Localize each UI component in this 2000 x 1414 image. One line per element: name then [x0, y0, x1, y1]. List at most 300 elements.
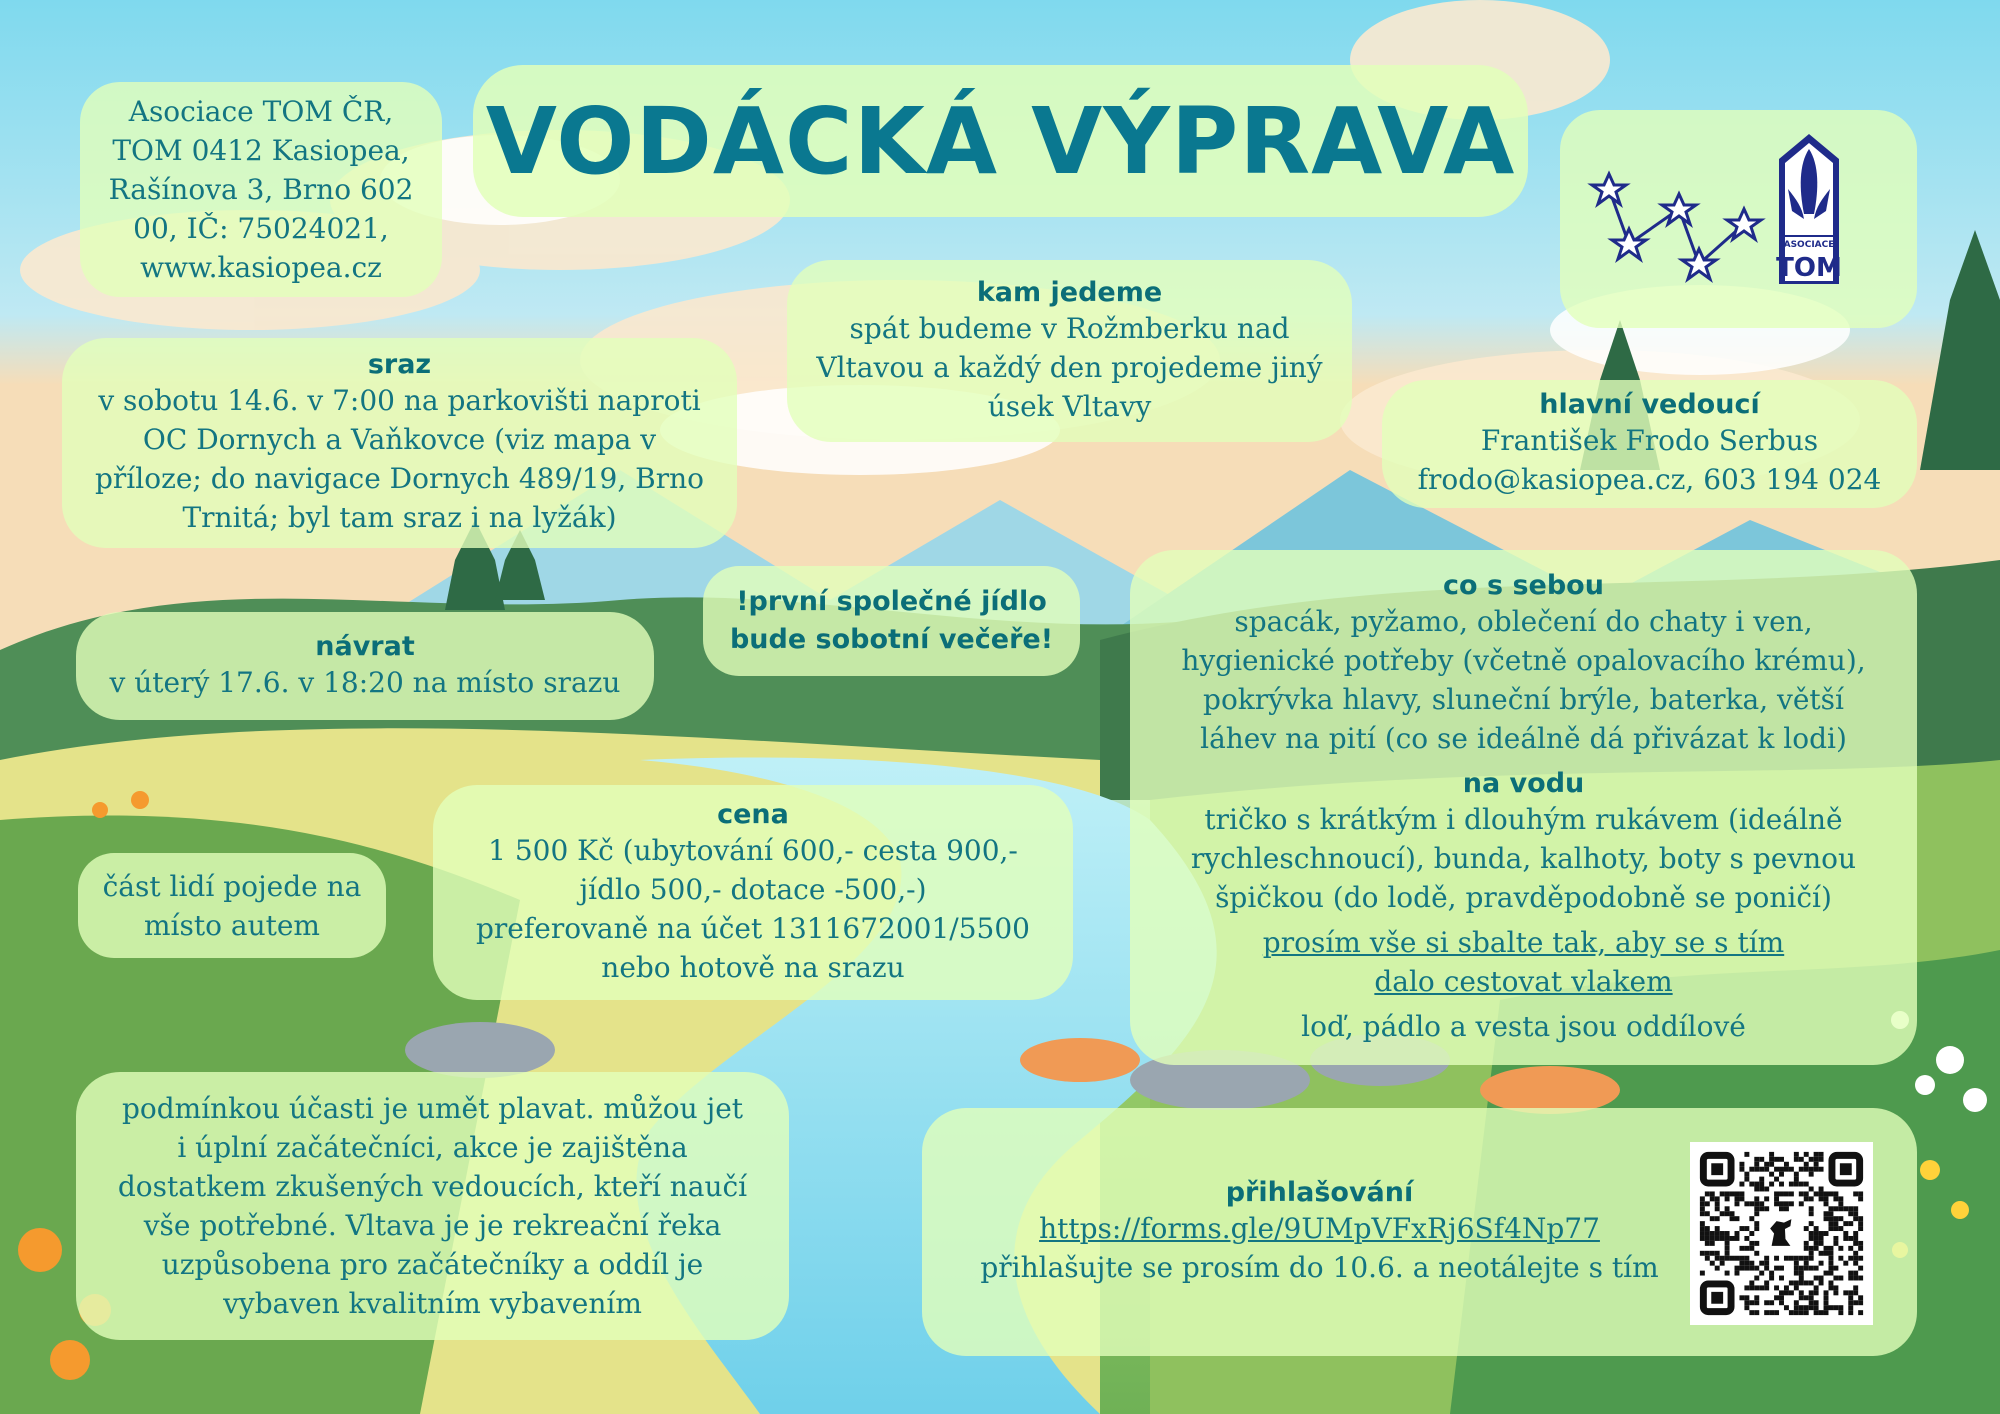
qr-module — [1774, 1285, 1779, 1290]
qr-module — [1759, 1271, 1764, 1276]
qr-module — [1735, 1191, 1740, 1196]
qr-module — [1804, 1152, 1809, 1157]
qr-module — [1804, 1295, 1809, 1300]
qr-module — [1799, 1305, 1804, 1310]
qr-module — [1838, 1310, 1843, 1315]
page-title: VODÁCKÁ VÝPRAVA — [485, 87, 1516, 195]
swimming-line: i úplní začátečníci, akce je zajištěna — [177, 1131, 688, 1164]
qr-module — [1838, 1226, 1843, 1231]
qr-module — [1754, 1285, 1759, 1290]
qr-module — [1754, 1211, 1759, 1216]
qr-module — [1779, 1276, 1784, 1281]
qr-module — [1705, 1201, 1710, 1206]
qr-module — [1754, 1187, 1759, 1192]
price-line: nebo hotově na srazu — [601, 950, 905, 984]
qr-module — [1799, 1295, 1804, 1300]
qr-module — [1715, 1231, 1720, 1236]
swimming-line: vybaven kvalitním vybavením — [223, 1287, 642, 1320]
qr-module — [1819, 1196, 1824, 1201]
qr-module — [1819, 1167, 1824, 1172]
qr-module — [1715, 1256, 1720, 1261]
meeting-line: OC Dornych a Vaňkovce (viz mapa v — [142, 423, 657, 456]
qr-module — [1735, 1266, 1740, 1271]
qr-module — [1705, 1251, 1710, 1256]
qr-module — [1814, 1152, 1819, 1157]
qr-module — [1764, 1206, 1769, 1211]
meeting-box — [62, 338, 737, 548]
qr-module — [1819, 1191, 1824, 1196]
qr-module — [1804, 1266, 1809, 1271]
qr-module — [1804, 1196, 1809, 1201]
qr-module — [1739, 1226, 1744, 1231]
qr-module — [1789, 1201, 1794, 1206]
qr-module — [1828, 1211, 1833, 1216]
qr-module — [1764, 1266, 1769, 1271]
qr-module — [1848, 1256, 1853, 1261]
qr-module — [1824, 1300, 1829, 1305]
leader-heading: hlavní vedoucí — [1539, 389, 1760, 420]
qr-module — [1759, 1177, 1764, 1182]
qr-module — [1858, 1300, 1863, 1305]
qr-module — [1710, 1216, 1715, 1221]
qr-module — [1804, 1246, 1809, 1251]
qr-module — [1774, 1295, 1779, 1300]
qr-module — [1749, 1216, 1754, 1221]
qr-module — [1744, 1256, 1749, 1261]
swimming-box — [76, 1072, 789, 1340]
price-line: preferovaně na účet 1311672001/5500 — [476, 911, 1030, 945]
qr-module — [1843, 1290, 1848, 1295]
qr-module — [1784, 1285, 1789, 1290]
qr-module — [1828, 1191, 1833, 1196]
qr-module — [1858, 1256, 1863, 1261]
qr-module — [1809, 1300, 1814, 1305]
qr-module — [1799, 1280, 1804, 1285]
qr-module — [1858, 1246, 1863, 1251]
qr-module — [1735, 1236, 1740, 1241]
return-text: v úterý 17.6. v 18:20 na místo srazu — [109, 665, 621, 699]
qr-module — [1848, 1295, 1853, 1300]
qr-module — [1833, 1276, 1838, 1281]
meeting-line: v sobotu 14.6. v 7:00 na parkovišti naproti — [98, 384, 701, 417]
qr-module — [1744, 1152, 1749, 1157]
leader-box — [1382, 380, 1917, 508]
qr-module — [1819, 1261, 1824, 1266]
qr-module — [1804, 1162, 1809, 1167]
price-line: 1 500 Kč (ubytování 600,- cesta 900,- — [488, 833, 1018, 867]
organizer-line: Rašínova 3, Brno 602 — [108, 173, 414, 206]
qr-module — [1858, 1310, 1863, 1315]
qr-module — [1809, 1236, 1814, 1241]
packing-box — [1130, 550, 1917, 1065]
qr-module — [1754, 1162, 1759, 1167]
car-line: část lidí pojede na — [102, 869, 362, 903]
qr-module — [1754, 1276, 1759, 1281]
qr-module — [1799, 1256, 1804, 1261]
qr-module — [1784, 1167, 1789, 1172]
qr-module — [1824, 1211, 1829, 1216]
qr-module — [1804, 1310, 1809, 1315]
qr-module — [1804, 1280, 1809, 1285]
qr-module — [1799, 1191, 1804, 1196]
qr-module — [1784, 1191, 1789, 1196]
qr-module — [1809, 1211, 1814, 1216]
qr-module — [1744, 1261, 1749, 1266]
qr-module — [1764, 1196, 1769, 1201]
first-meal-line: !první společné jídlo — [736, 586, 1047, 617]
qr-module — [1833, 1221, 1838, 1226]
qr-module — [1774, 1201, 1779, 1206]
qr-module — [1809, 1251, 1814, 1256]
qr-module — [1858, 1266, 1863, 1271]
qr-module — [1735, 1256, 1740, 1261]
qr-module — [1819, 1152, 1824, 1157]
qr-module — [1828, 1285, 1833, 1290]
qr-module — [1705, 1191, 1710, 1196]
qr-module — [1700, 1271, 1705, 1276]
qr-module — [1754, 1167, 1759, 1172]
qr-module — [1853, 1261, 1858, 1266]
qr-module — [1764, 1261, 1769, 1266]
logo-small-text: ASOCIACE — [1783, 240, 1834, 250]
qr-module — [1764, 1280, 1769, 1285]
qr-module — [1725, 1206, 1730, 1211]
qr-module — [1814, 1162, 1819, 1167]
qr-module — [1749, 1231, 1754, 1236]
gear-note: loď, pádlo a vesta jsou oddílové — [1301, 1009, 1746, 1043]
registration-qr-code[interactable] — [1690, 1142, 1873, 1325]
qr-module — [1804, 1305, 1809, 1310]
qr-module — [1824, 1310, 1829, 1315]
qr-module — [1769, 1276, 1774, 1281]
qr-module — [1720, 1236, 1725, 1241]
qr-module — [1735, 1271, 1740, 1276]
qr-module — [1794, 1157, 1799, 1162]
qr-module — [1809, 1196, 1814, 1201]
qr-module — [1814, 1276, 1819, 1281]
registration-link[interactable]: https://forms.gle/9UMpVFxRj6Sf4Np77 — [1039, 1212, 1600, 1245]
qr-module — [1739, 1246, 1744, 1251]
qr-module — [1858, 1191, 1863, 1196]
destination-line: Vltavou a každý den projedeme jiný — [816, 350, 1323, 384]
meeting-heading: sraz — [367, 349, 432, 380]
qr-module — [1730, 1216, 1735, 1221]
qr-module — [1824, 1305, 1829, 1310]
qr-module — [1774, 1191, 1779, 1196]
qr-module — [1858, 1241, 1863, 1246]
qr-module — [1764, 1167, 1769, 1172]
qr-module — [1853, 1300, 1858, 1305]
qr-module — [1814, 1241, 1819, 1246]
qr-module — [1804, 1256, 1809, 1261]
qr-module — [1769, 1182, 1774, 1187]
swimming-line: dostatkem zkušených vedoucích, kteří naučí — [117, 1170, 748, 1203]
qr-module — [1730, 1236, 1735, 1241]
qr-module — [1739, 1162, 1744, 1167]
price-box — [433, 785, 1073, 1000]
qr-module — [1809, 1231, 1814, 1236]
packing-line: pokrývka hlavy, sluneční brýle, baterka, větší — [1203, 682, 1844, 716]
qr-module — [1853, 1251, 1858, 1256]
qr-module — [1725, 1231, 1730, 1236]
qr-module — [1853, 1206, 1858, 1211]
qr-module — [1824, 1246, 1829, 1251]
qr-module — [1809, 1172, 1814, 1177]
qr-module — [1705, 1241, 1710, 1246]
qr-module — [1843, 1221, 1848, 1226]
registration-deadline: přihlašujte se prosím do 10.6. a neotálejte s tím — [980, 1251, 1659, 1284]
qr-module — [1759, 1187, 1764, 1192]
qr-module — [1814, 1300, 1819, 1305]
qr-module — [1814, 1266, 1819, 1271]
qr-module — [1819, 1310, 1824, 1315]
qr-module — [1824, 1295, 1829, 1300]
qr-module — [1735, 1196, 1740, 1201]
qr-module — [1838, 1305, 1843, 1310]
qr-module — [1809, 1256, 1814, 1261]
qr-module — [1848, 1305, 1853, 1310]
qr-module — [1774, 1266, 1779, 1271]
qr-module — [1700, 1251, 1705, 1256]
qr-module — [1764, 1285, 1769, 1290]
qr-module — [1710, 1261, 1715, 1266]
qr-module — [1828, 1256, 1833, 1261]
qr-module — [1749, 1201, 1754, 1206]
qr-module — [1779, 1182, 1784, 1187]
qr-module — [1744, 1246, 1749, 1251]
qr-module — [1749, 1285, 1754, 1290]
qr-module — [1853, 1236, 1858, 1241]
qr-module — [1749, 1310, 1754, 1315]
destination-line: úsek Vltavy — [987, 389, 1152, 423]
qr-module — [1833, 1226, 1838, 1231]
qr-module — [1833, 1206, 1838, 1211]
title-banner — [473, 65, 1528, 217]
qr-module — [1824, 1290, 1829, 1295]
qr-module — [1833, 1196, 1838, 1201]
tom-emblem-icon — [1776, 134, 1842, 284]
qr-module — [1715, 1236, 1720, 1241]
swimming-line: podmínkou účasti je umět plavat. můžou jet — [121, 1092, 744, 1125]
qr-module — [1749, 1182, 1754, 1187]
qr-module — [1749, 1300, 1754, 1305]
qr-module — [1814, 1246, 1819, 1251]
qr-module — [1710, 1251, 1715, 1256]
qr-module — [1700, 1231, 1705, 1236]
qr-module — [1779, 1295, 1784, 1300]
return-box — [76, 612, 654, 720]
qr-module — [1814, 1290, 1819, 1295]
qr-module — [1779, 1157, 1784, 1162]
qr-module — [1828, 1226, 1833, 1231]
qr-module — [1710, 1241, 1715, 1246]
qr-module — [1754, 1241, 1759, 1246]
qr-module — [1833, 1236, 1838, 1241]
qr-module — [1739, 1295, 1744, 1300]
qr-module — [1700, 1236, 1705, 1241]
qr-module — [1819, 1157, 1824, 1162]
qr-module — [1814, 1231, 1819, 1236]
leader-contact: frodo@kasiopea.cz, 603 194 024 — [1417, 463, 1882, 496]
qr-module — [1848, 1310, 1853, 1315]
qr-module — [1779, 1266, 1784, 1271]
qr-module — [1804, 1167, 1809, 1172]
qr-module — [1715, 1226, 1720, 1231]
qr-module — [1754, 1196, 1759, 1201]
qr-module — [1789, 1167, 1794, 1172]
qr-module — [1838, 1206, 1843, 1211]
qr-module — [1754, 1157, 1759, 1162]
qr-module — [1730, 1191, 1735, 1196]
qr-module — [1705, 1211, 1710, 1216]
qr-module — [1853, 1216, 1858, 1221]
qr-module — [1769, 1300, 1774, 1305]
qr-module — [1764, 1162, 1769, 1167]
qr-module — [1779, 1167, 1784, 1172]
qr-module — [1759, 1157, 1764, 1162]
qr-module — [1725, 1191, 1730, 1196]
qr-module — [1799, 1182, 1804, 1187]
water-line: tričko s krátkým i dlouhým rukávem (ideálně — [1204, 802, 1843, 836]
qr-module — [1789, 1256, 1794, 1261]
organizer-line: 00, IČ: 75024021, — [133, 212, 389, 245]
qr-module — [1799, 1201, 1804, 1206]
qr-module — [1828, 1271, 1833, 1276]
qr-module — [1848, 1290, 1853, 1295]
qr-module — [1848, 1211, 1853, 1216]
qr-module — [1744, 1172, 1749, 1177]
qr-module — [1735, 1201, 1740, 1206]
qr-module — [1749, 1261, 1754, 1266]
qr-module — [1858, 1226, 1863, 1231]
water-line: rychleschnoucí), bunda, kalhoty, boty s pevnou — [1190, 841, 1857, 875]
qr-module — [1804, 1191, 1809, 1196]
packing-line: spacák, pyžamo, oblečení do chaty i ven, — [1234, 604, 1813, 638]
tom-logo — [1574, 119, 1904, 319]
qr-module — [1710, 1191, 1715, 1196]
qr-module — [1809, 1266, 1814, 1271]
qr-module — [1744, 1177, 1749, 1182]
price-heading: cena — [717, 798, 789, 830]
qr-module — [1769, 1152, 1774, 1157]
qr-module — [1749, 1246, 1754, 1251]
qr-module — [1794, 1300, 1799, 1305]
packing-note-line: dalo cestovat vlakem — [1374, 964, 1673, 998]
qr-module — [1814, 1191, 1819, 1196]
qr-module — [1809, 1206, 1814, 1211]
qr-module — [1769, 1172, 1774, 1177]
packing-note-line: prosím vše si sbalte tak, aby se s tím — [1262, 925, 1785, 959]
qr-module — [1710, 1231, 1715, 1236]
qr-module — [1848, 1300, 1853, 1305]
qr-module — [1754, 1182, 1759, 1187]
qr-module — [1843, 1231, 1848, 1236]
qr-module — [1789, 1191, 1794, 1196]
qr-module — [1799, 1310, 1804, 1315]
qr-module — [1833, 1305, 1838, 1310]
qr-module — [1853, 1276, 1858, 1281]
qr-module — [1853, 1285, 1858, 1290]
qr-module — [1794, 1271, 1799, 1276]
qr-module — [1779, 1206, 1784, 1211]
qr-module — [1809, 1187, 1814, 1192]
qr-module — [1824, 1271, 1829, 1276]
qr-module — [1735, 1216, 1740, 1221]
qr-module — [1794, 1177, 1799, 1182]
qr-module — [1730, 1256, 1735, 1261]
qr-module — [1744, 1300, 1749, 1305]
qr-module — [1833, 1191, 1838, 1196]
qr-module — [1754, 1310, 1759, 1315]
qr-module — [1804, 1241, 1809, 1246]
qr-module — [1744, 1266, 1749, 1271]
qr-module — [1848, 1271, 1853, 1276]
qr-module — [1838, 1201, 1843, 1206]
qr-module — [1853, 1290, 1858, 1295]
qr-module — [1784, 1256, 1789, 1261]
qr-module — [1819, 1241, 1824, 1246]
qr-module — [1828, 1266, 1833, 1271]
qr-module — [1819, 1251, 1824, 1256]
qr-module — [1858, 1276, 1863, 1281]
qr-module — [1720, 1256, 1725, 1261]
packing-heading: co s sebou — [1443, 569, 1604, 601]
qr-module — [1799, 1157, 1804, 1162]
qr-module — [1744, 1236, 1749, 1241]
qr-module — [1725, 1271, 1730, 1276]
qr-module — [1715, 1206, 1720, 1211]
qr-module — [1819, 1231, 1824, 1236]
qr-module — [1794, 1152, 1799, 1157]
qr-module — [1705, 1256, 1710, 1261]
leader-name: František Frodo Serbus — [1480, 424, 1819, 457]
qr-module — [1725, 1236, 1730, 1241]
qr-module — [1794, 1182, 1799, 1187]
qr-module — [1814, 1285, 1819, 1290]
organizer-website: www.kasiopea.cz — [140, 251, 382, 284]
qr-module — [1814, 1226, 1819, 1231]
qr-module — [1833, 1285, 1838, 1290]
qr-module — [1838, 1246, 1843, 1251]
qr-module — [1725, 1256, 1730, 1261]
qr-module — [1809, 1221, 1814, 1226]
qr-module — [1794, 1285, 1799, 1290]
qr-module — [1843, 1261, 1848, 1266]
first-meal-box — [703, 566, 1080, 676]
first-meal-line: bude sobotní večeře! — [729, 624, 1054, 655]
qr-module — [1744, 1285, 1749, 1290]
qr-module — [1794, 1280, 1799, 1285]
qr-module — [1828, 1305, 1833, 1310]
destination-box — [787, 260, 1352, 442]
qr-module — [1853, 1241, 1858, 1246]
meeting-line: Trnitá; byl tam sraz i na lyžák) — [182, 501, 617, 534]
qr-module — [1700, 1196, 1705, 1201]
qr-module — [1853, 1231, 1858, 1236]
water-line: špičkou (do lodě, pravděpodobně se poničí) — [1215, 880, 1832, 914]
qr-module — [1828, 1206, 1833, 1211]
qr-module — [1828, 1221, 1833, 1226]
qr-module — [1838, 1276, 1843, 1281]
qr-module — [1838, 1256, 1843, 1261]
qr-module — [1759, 1261, 1764, 1266]
qr-module — [1739, 1266, 1744, 1271]
qr-module — [1843, 1206, 1848, 1211]
qr-module — [1705, 1236, 1710, 1241]
qr-module — [1814, 1167, 1819, 1172]
qr-module — [1725, 1246, 1730, 1251]
qr-module — [1769, 1271, 1774, 1276]
